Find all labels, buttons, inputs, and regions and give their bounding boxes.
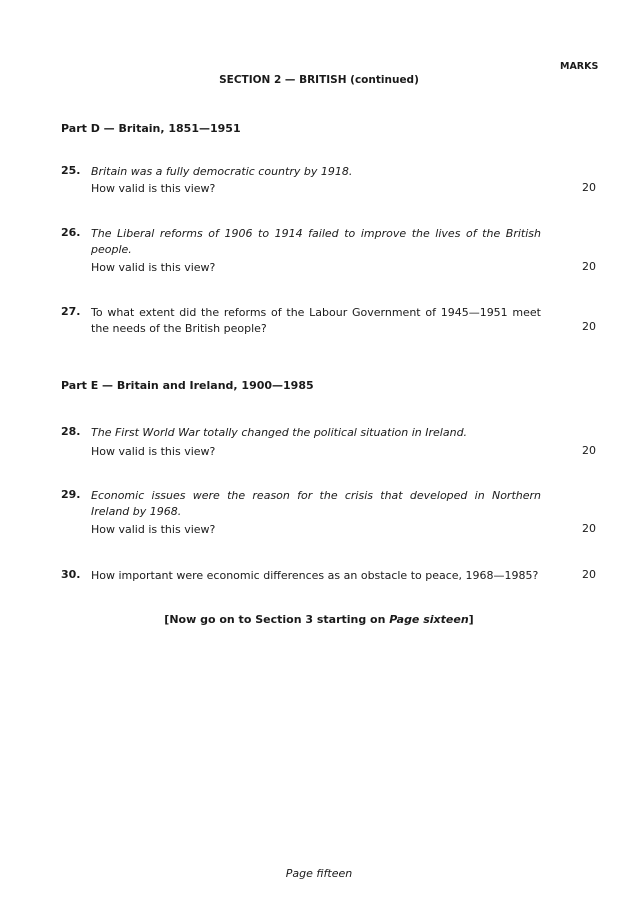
question-25-marks: 20 [582, 181, 596, 194]
part-d-title: Part D — Britain, 1851—1951 [61, 122, 241, 135]
question-29-prompt: How valid is this view? [91, 523, 216, 536]
continue-note-page: Page sixteen [389, 613, 469, 626]
question-28-marks: 20 [582, 444, 596, 457]
question-29-statement: Economic issues were the reason for the crisis that developed in Northern Ireland by 1968. [91, 489, 541, 518]
question-27-marks: 20 [582, 320, 596, 333]
question-25-prompt: How valid is this view? [91, 182, 216, 195]
question-26-statement: The Liberal reforms of 1906 to 1914 failed to improve the lives of the British people. [91, 227, 541, 256]
continue-note-before: [Now go on to Section 3 starting on [164, 613, 390, 626]
question-number-27: 27. [61, 305, 81, 318]
question-25-statement: Britain was a fully democratic country by 1918. [91, 165, 353, 178]
question-number-29: 29. [61, 488, 81, 501]
marks-column-header: MARKS [560, 61, 599, 72]
question-number-26: 26. [61, 226, 81, 239]
question-29-marks: 20 [582, 522, 596, 535]
question-28-prompt: How valid is this view? [91, 445, 216, 458]
question-30-marks: 20 [582, 568, 596, 581]
question-number-30: 30. [61, 568, 81, 581]
question-28-statement: The First World War totally changed the political situation in Ireland. [91, 426, 468, 439]
section-title: SECTION 2 — BRITISH (continued) [219, 74, 419, 86]
part-e-title: Part E — Britain and Ireland, 1900—1985 [61, 379, 314, 392]
page-footer: Page fifteen [285, 867, 353, 880]
question-26-prompt: How valid is this view? [91, 261, 216, 274]
question-30-text: How important were economic differences as an obstacle to peace, 1968—1985? [91, 569, 539, 582]
question-number-25: 25. [61, 164, 81, 177]
continue-note [0, 613, 638, 626]
question-27-text: To what extent did the reforms of the Labour Government of 1945—1951 meet the needs of the British people? [91, 306, 541, 335]
question-number-28: 28. [61, 425, 81, 438]
question-26-marks: 20 [582, 260, 596, 273]
continue-note-after: ] [468, 613, 474, 626]
